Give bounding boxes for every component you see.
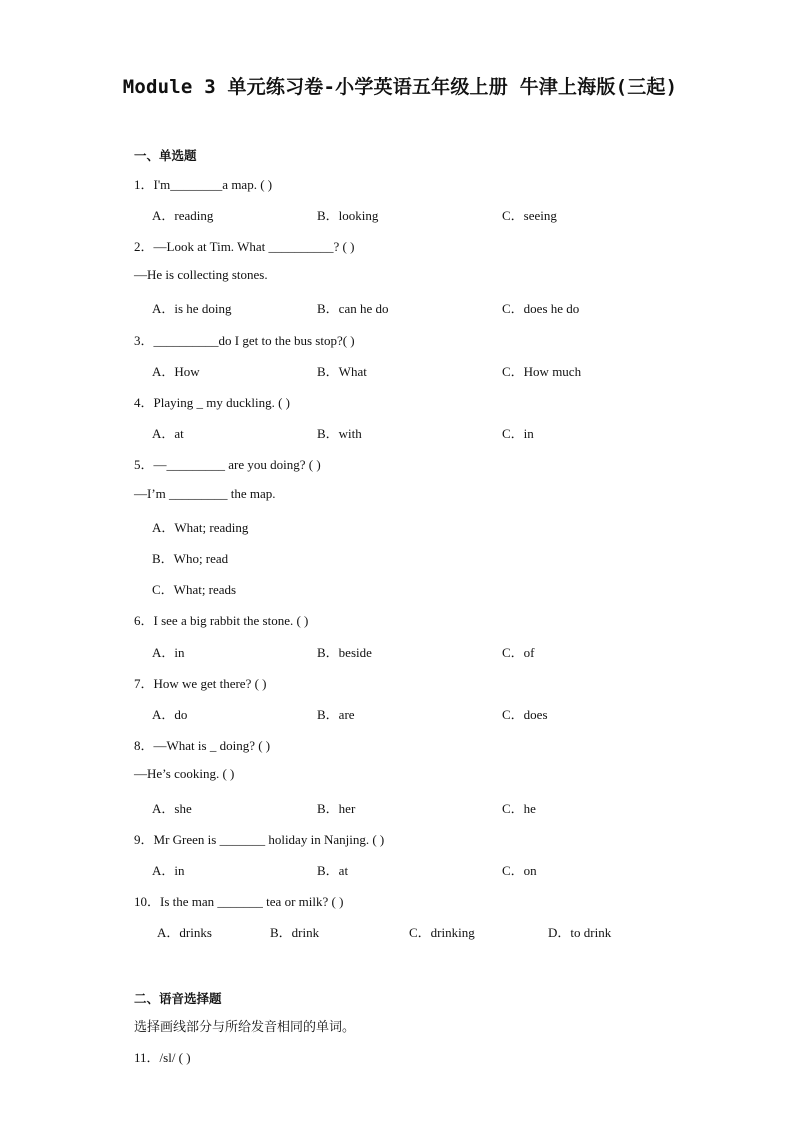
- question-4: 4．Playing _ my duckling. ( ): [134, 395, 291, 410]
- question-3: 3．__________do I get to the bus stop?( ): [134, 333, 355, 348]
- question-2: 2．—Look at Tim. What __________? ( ): [134, 239, 355, 254]
- section-heading-phonics: 二、语音选择题: [134, 991, 222, 1006]
- page-title: Module 3 单元练习卷-小学英语五年级上册 牛津上海版(三起): [122, 76, 678, 98]
- section-instruction: 选择画线部分与所给发音相同的单词。: [134, 1020, 356, 1035]
- q2-option-b[interactable]: B．can he do: [317, 301, 389, 316]
- q10-option-b[interactable]: B．drink: [270, 925, 320, 940]
- section-heading-single-choice: 一、单选题: [134, 148, 197, 163]
- q10-option-c[interactable]: C．drinking: [409, 925, 475, 940]
- q5-option-c[interactable]: C．What; reads: [152, 582, 237, 597]
- q3-option-c[interactable]: C．How much: [502, 364, 582, 379]
- q4-option-a[interactable]: A．at: [152, 426, 184, 441]
- question-8-response: —He’s cooking. ( ): [134, 766, 235, 781]
- q6-option-b[interactable]: B．beside: [317, 645, 372, 660]
- question-2-response: —He is collecting stones.: [134, 267, 268, 282]
- question-8: 8．—What is _ doing? ( ): [134, 738, 271, 753]
- q4-option-c[interactable]: C．in: [502, 426, 534, 441]
- question-6: 6．I see a big rabbit the stone. ( ): [134, 613, 309, 628]
- question-7: 7．How we get there? ( ): [134, 676, 267, 691]
- q8-option-a[interactable]: A．she: [152, 801, 192, 816]
- q9-option-a[interactable]: A．in: [152, 863, 185, 878]
- q9-option-c[interactable]: C．on: [502, 863, 537, 878]
- q2-option-a[interactable]: A．is he doing: [152, 301, 232, 316]
- q8-option-c[interactable]: C．he: [502, 801, 536, 816]
- q1-option-b[interactable]: B．looking: [317, 208, 379, 223]
- question-1: 1．I'm________a map. ( ): [134, 177, 273, 192]
- q1-option-c[interactable]: C．seeing: [502, 208, 557, 223]
- q9-option-b[interactable]: B．at: [317, 863, 349, 878]
- q3-option-b[interactable]: B．What: [317, 364, 367, 379]
- question-9: 9．Mr Green is _______ holiday in Nanjing. ( ): [134, 832, 385, 847]
- question-5: 5．—_________ are you doing? ( ): [134, 457, 321, 472]
- q5-option-a[interactable]: A．What; reading: [152, 520, 249, 535]
- q6-option-c[interactable]: C．of: [502, 645, 535, 660]
- q7-option-a[interactable]: A．do: [152, 707, 188, 722]
- question-5-response: —I’m _________ the map.: [134, 486, 276, 501]
- q7-option-c[interactable]: C．does: [502, 707, 548, 722]
- q10-option-d[interactable]: D．to drink: [548, 925, 612, 940]
- q4-option-b[interactable]: B．with: [317, 426, 362, 441]
- q2-option-c[interactable]: C．does he do: [502, 301, 580, 316]
- q7-option-b[interactable]: B．are: [317, 707, 355, 722]
- q6-option-a[interactable]: A．in: [152, 645, 185, 660]
- q1-option-a[interactable]: A．reading: [152, 208, 214, 223]
- q10-option-a[interactable]: A．drinks: [157, 925, 212, 940]
- q5-option-b[interactable]: B．Who; read: [152, 551, 229, 566]
- q3-option-a[interactable]: A．How: [152, 364, 200, 379]
- question-11: 11．/sl/ ( ): [134, 1050, 191, 1065]
- q8-option-b[interactable]: B．her: [317, 801, 356, 816]
- question-10: 10．Is the man _______ tea or milk? ( ): [134, 894, 344, 909]
